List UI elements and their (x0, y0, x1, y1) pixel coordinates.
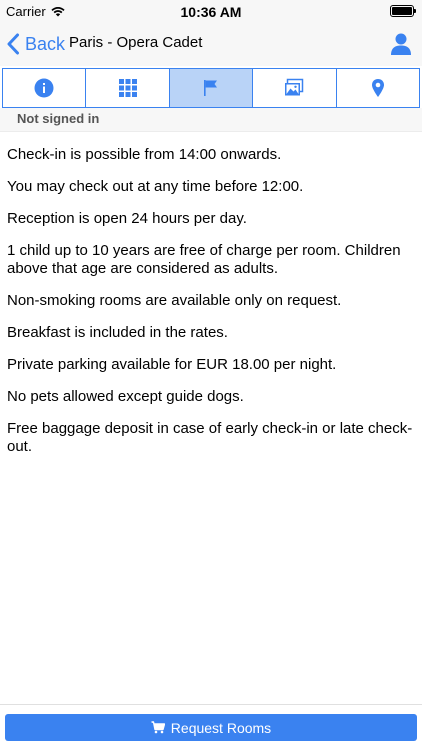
back-button[interactable] (6, 30, 65, 58)
tab-policies[interactable] (170, 69, 253, 107)
signin-status-label: Not signed in (17, 111, 100, 126)
page-title: Paris - Opera Cadet (69, 34, 203, 51)
policy-item: Breakfast is included in the rates. (7, 324, 228, 341)
section-tab-bar (2, 68, 420, 108)
policy-item: You may check out at any time before 12:00. (7, 178, 304, 195)
policy-item: Reception is open 24 hours per day. (7, 210, 247, 227)
policy-item: No pets allowed except guide dogs. (7, 388, 244, 405)
hotel-policies-list (7, 146, 415, 470)
chevron-left-icon (6, 33, 20, 55)
request-rooms-button[interactable] (5, 714, 417, 741)
bottom-action-bar (0, 704, 422, 750)
flag-icon (201, 78, 221, 98)
carrier-label: Carrier (6, 4, 46, 19)
battery-icon (390, 5, 414, 17)
user-profile-icon[interactable] (390, 32, 412, 56)
tab-photos[interactable] (253, 69, 336, 107)
request-rooms-label: Request Rooms (170, 719, 272, 736)
info-icon (34, 78, 54, 98)
tab-grid[interactable] (86, 69, 169, 107)
shopping-cart-icon (151, 721, 165, 734)
tab-info[interactable] (3, 69, 86, 107)
policy-item: 1 child up to 10 years are free of charge per room. Children above that age are considered as adults. (7, 242, 401, 277)
photos-icon (284, 78, 304, 98)
location-pin-icon (368, 78, 388, 98)
policy-item: Free baggage deposit in case of early check-in or late check-out. (7, 420, 413, 455)
policy-item: Private parking available for EUR 18.00 per night. (7, 356, 337, 373)
clock: 10:36 AM (180, 4, 242, 20)
policy-item: Check-in is possible from 14:00 onwards. (7, 146, 282, 163)
navigation-bar (0, 22, 422, 66)
tab-location[interactable] (337, 69, 419, 107)
policy-item: Non-smoking rooms are available only on request. (7, 292, 342, 309)
signin-status-bar (0, 108, 422, 132)
grid-icon (118, 78, 138, 98)
status-bar (0, 0, 422, 22)
back-label: Back (25, 33, 66, 54)
